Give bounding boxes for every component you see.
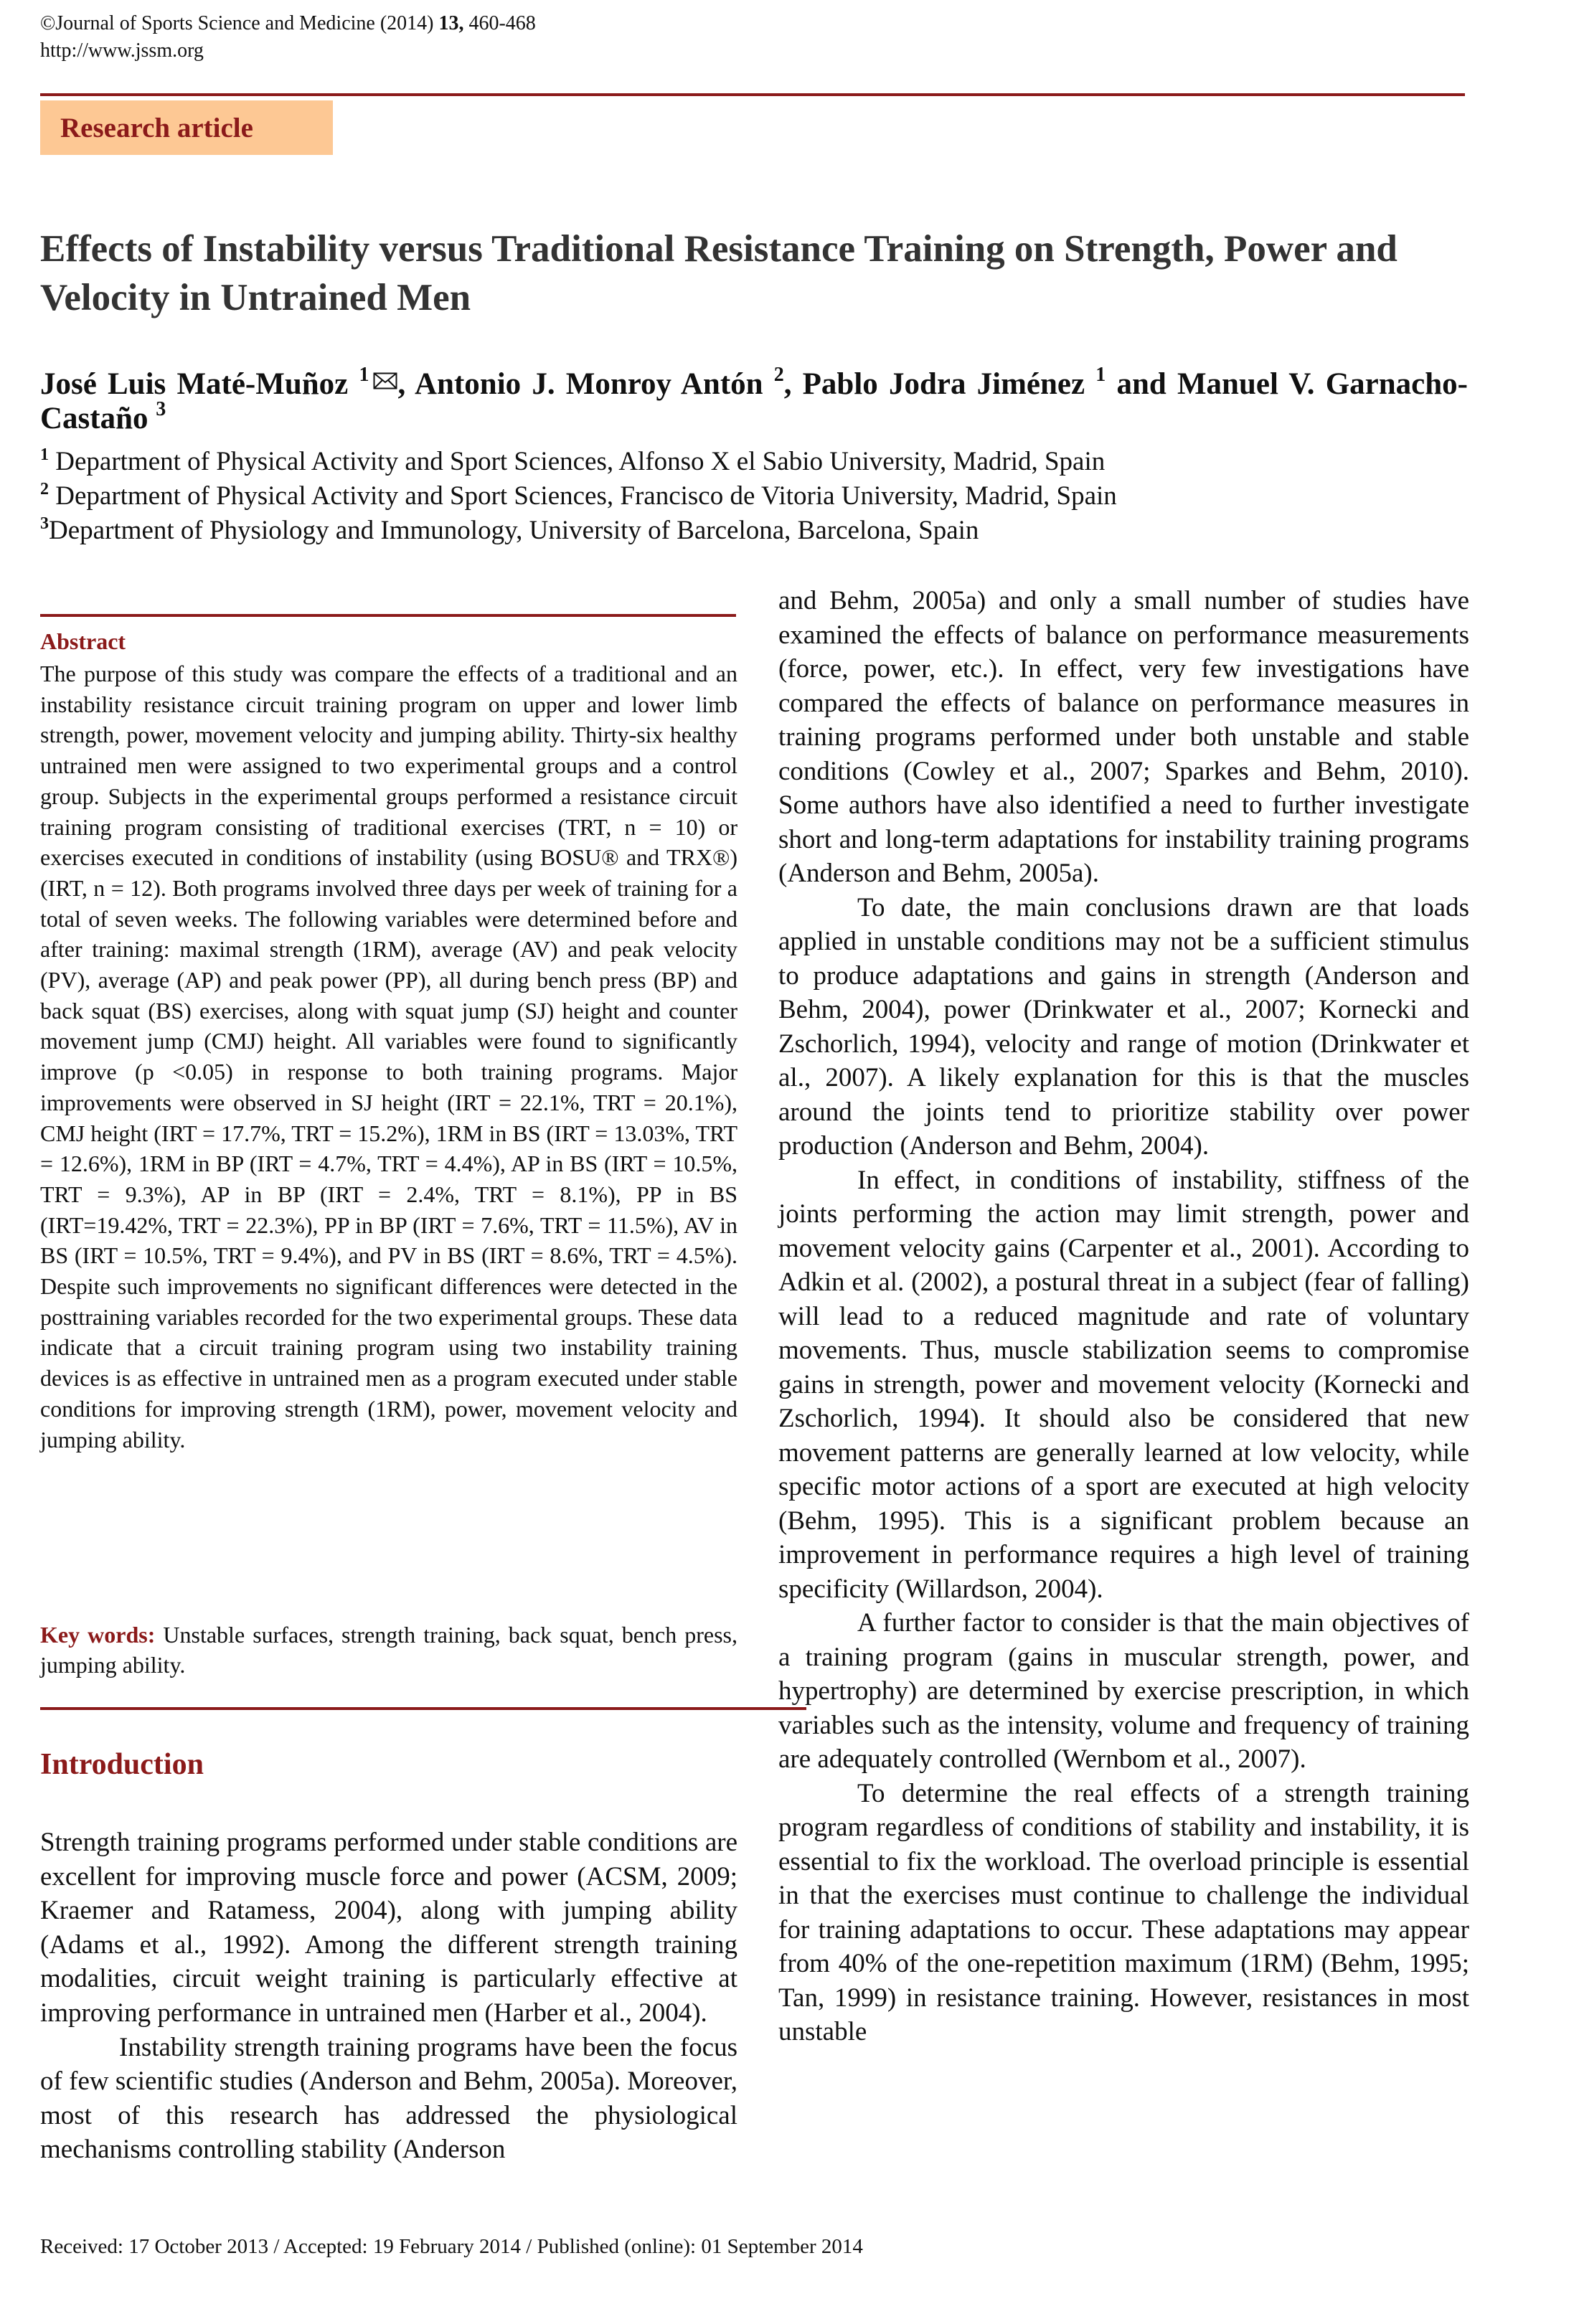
paragraph: To determine the real effects of a strength training program regardless of conditions of stability and instability, it is essential to fix the workload. The overload principle is essential in that the exercises must continue to challenge the individual for training adaptations to occur. These adaptations may appear from 40% of the one-repetition maximum (1RM) (Behm, 1995; Tan, 1999) in resistance training. However, resistances in most unstable xyxy=(778,1778,1469,2046)
article-title: Effects of Instability versus Traditional Resistance Training on Strength, Power and Velocity in Untrained Men xyxy=(40,228,1397,318)
article-type-label: Research article xyxy=(60,113,253,143)
author-name: , Antonio J. Monroy Antón xyxy=(397,367,774,401)
paragraph: Strength training programs performed under stable conditions are excellent for improving muscle force and power (ACSM, 2009; Kraemer and Ratamess, 2004), along with jumping ability (Adams et al., 1992). Among the different strength training modalities, circuit weight training is particularly effective at improving performance in untrained men (Harber et al., 2004). xyxy=(40,1828,737,2028)
paragraph: and Behm, 2005a) and only a small number of studies have examined the effects of balance on performance measurements (force, power, etc.). In effect, very few investigations have compared the effects of balance on performance measures in training programs performed under both unstable and stable conditions (Cowley et al., 2007; Sparkes and Behm, 2010). Some authors have also identified a need to further investigate short and long-term adaptations for instability training programs (Anderson and Behm, 2005a). xyxy=(778,586,1469,888)
header-divider xyxy=(40,93,1465,96)
envelope-icon[interactable] xyxy=(373,372,397,389)
abstract-bottom-divider xyxy=(40,1707,806,1710)
affiliation-item: $^2$ Department of Physical Activity and Sport Sciences, Francisco de Vitoria University, Madrid, Spain xyxy=(40,480,1117,511)
affiliations xyxy=(40,445,1468,548)
abstract-heading: Abstract xyxy=(40,628,126,654)
journal-masthead xyxy=(40,10,536,65)
keywords xyxy=(40,1620,737,1680)
keywords-text: Unstable surfaces, strength training, back squat, bench press, jumping ability. xyxy=(40,1622,738,1678)
author-name: and Manuel V. Garnacho-Castaño xyxy=(40,367,1468,435)
introduction-heading: Introduction xyxy=(40,1748,204,1781)
paragraph: A further factor to consider is that the main objectives of a training program (gains in muscular strength, power, and hypertrophy) are determined by exercise prescription, in which variables such as the intensity, volume and frequency of training are adequately controlled (Wernbom et al., 2007). xyxy=(778,1608,1469,1774)
abstract-top-divider xyxy=(40,614,736,617)
author-list: José Luis Maté-Muñoz $^1$ , Antonio J. Monroy Antón $^2$, Pablo Jodra Jiménez $^1$ and Manuel V. Garnacho-Castaño $^3$ xyxy=(40,364,1468,435)
paragraph: Instability strength training programs have been the focus of few scientific studies (Anderson and Behm, 2005a). Moreover, most of this research has addressed the physiological mechanisms controlling stability (Anderson xyxy=(40,2032,737,2165)
author-name: José Luis Maté-Muñoz xyxy=(40,367,359,401)
author-name: , Pablo Jodra Jiménez xyxy=(783,367,1096,401)
journal-url[interactable]: http://www.jssm.org xyxy=(40,39,204,62)
paragraph: To date, the main conclusions drawn are that loads applied in unstable conditions may not be a sufficient stimulus to produce adaptations and gains in strength (Anderson and Behm, 2004), power (Drinkwater et al., 2007; Kornecki and Zschorlich, 1994), velocity and range of motion (Drinkwater et al., 2007). A likely explanation for this is that the muscles around the joints tend to prioritize stability over power production (Anderson and Behm, 2004). xyxy=(778,892,1469,1161)
introduction-body xyxy=(40,1825,737,2167)
affiliation-item: $^3$Department of Physiology and Immunology, University of Barcelona, Barcelona, Spain xyxy=(40,514,979,545)
journal-citation: ©Journal of Sports Science and Medicine (2014) 13, 460-468 xyxy=(40,12,536,34)
affiliation-item: $^1$ Department of Physical Activity and Sport Sciences, Alfonso X el Sabio University, Madrid, Spain xyxy=(40,445,1106,476)
right-column-body xyxy=(778,584,1469,2049)
article-type-badge xyxy=(40,100,333,155)
paragraph: In effect, in conditions of instability, stiffness of the joints performing the action may limit strength, power and movement velocity gains (Carpenter et al., 2001). According to Adkin et al. (2002), a postural threat in a subject (fear of falling) will lead to a reduced magnitude and rate of voluntary movements. Thus, muscle stabilization seems to compromise gains in strength, power and movement velocity (Kornecki and Zschorlich, 1994). It should also be considered that new movement patterns are generally learned at low velocity, while specific motor actions of a sport are executed at high velocity (Behm, 1995). This is a significant problem because an improvement in performance requires a high level of training specificity (Willardson, 2004). xyxy=(778,1165,1469,1604)
abstract-text: The purpose of this study was compare the effects of a traditional and an instability resistance circuit training program on upper and lower limb strength, power, movement velocity and jumping ability. Thirty-six healthy untrained men were assigned to two experimental groups and a control group. Subjects in the experimental groups performed a resistance circuit training program consisting of traditional exercises (TRT, n = 10) or exercises executed in conditions of instability (using BOSU® and TRX®) (IRT, n = 12). Both programs involved three days per week of training for a total of seven weeks. The following variables were determined before and after training: maximal strength (1RM), average (AV) and peak velocity (PV), average (AP) and peak power (PP), all during bench press (BP) and back squat (BS) exercises, along with squat jump (SJ) height and counter movement jump (CMJ) height. All variables were found to significantly improve (p <0.05) in response to both training programs. Major improvements were observed in SJ height (IRT = 22.1%, TRT = 20.1%), CMJ height (IRT = 17.7%, TRT = 15.2%), 1RM in BS (IRT = 13.03%, TRT = 12.6%), 1RM in BP (IRT = 4.7%, TRT = 4.4%), AP in BS (IRT = 10.5%, TRT = 9.3%), AP in BP (IRT = 2.4%, TRT = 8.1%), PP in BS (IRT=19.42%, TRT = 22.3%), PP in BP (IRT = 7.6%, TRT = 11.5%), AV in BS (IRT = 10.5%, TRT = 9.4%), and PV in BS (IRT = 8.6%, TRT = 4.5%). Despite such improvements no significant differences were detected in the posttraining variables recorded for the two experimental groups. These data indicate that a circuit training program using two instability training devices is as effective in untrained men as a program executed under stable conditions for improving strength (1RM), power, movement velocity and jumping ability. xyxy=(40,661,737,1452)
publication-dates-footer: Received: 17 October 2013 / Accepted: 19 February 2014 / Published (online): 01 September 2014 xyxy=(40,2235,863,2258)
keywords-label: Key words: xyxy=(40,1622,156,1648)
